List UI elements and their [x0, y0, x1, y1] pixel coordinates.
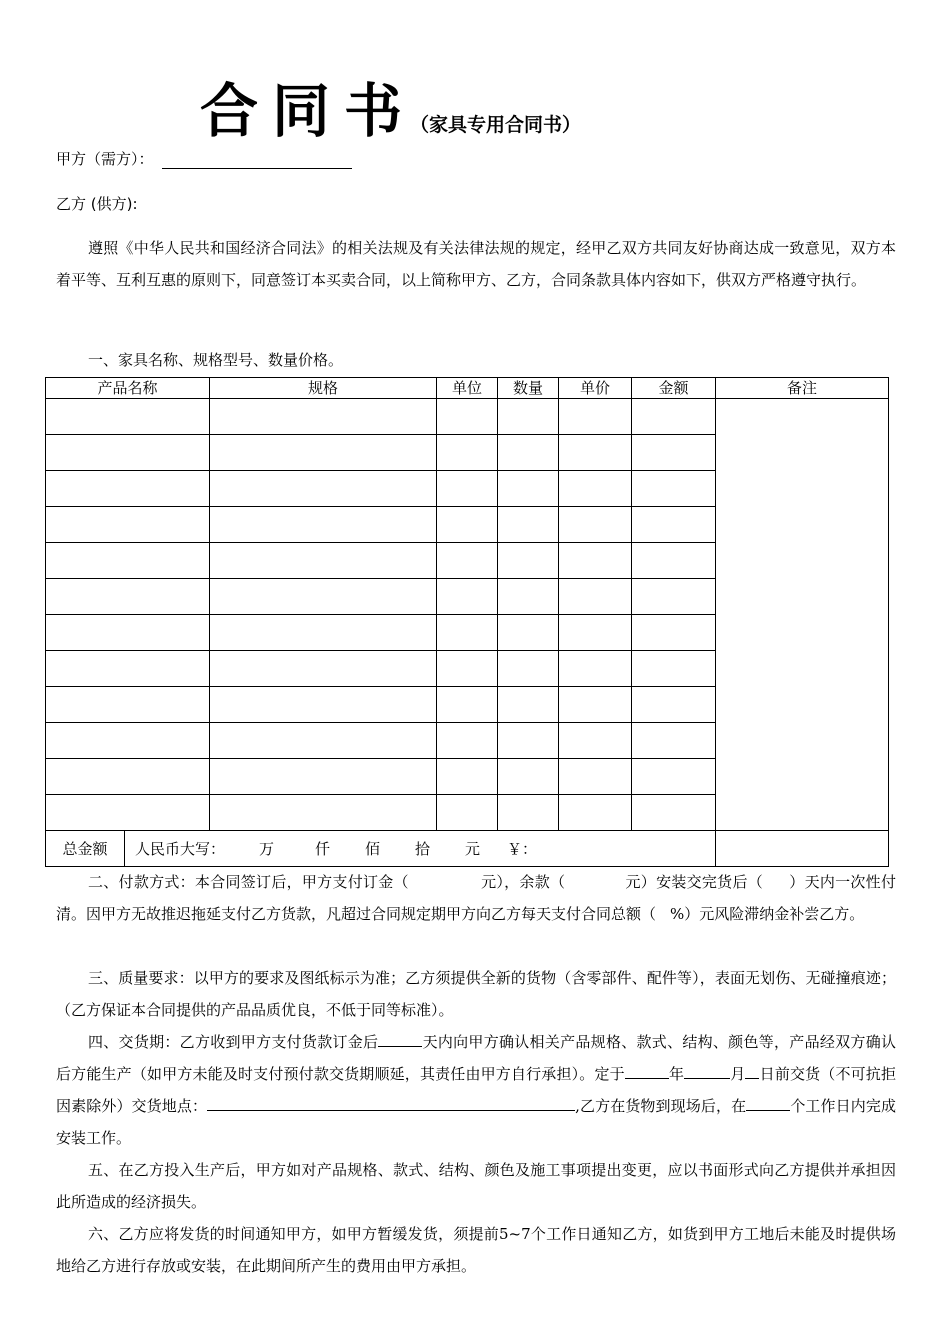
- cell-unit[interactable]: [437, 687, 498, 723]
- cell-unit[interactable]: [437, 399, 498, 435]
- clause-4-delivery: [56, 1026, 896, 1154]
- cell-amount[interactable]: [632, 579, 716, 615]
- cell-unit[interactable]: [437, 471, 498, 507]
- rmb-unit: 元: [465, 840, 481, 858]
- party-a-blank: [162, 152, 352, 169]
- clause-2-text-c: 元）安装交完货后（: [625, 873, 764, 891]
- cell-unit[interactable]: [437, 723, 498, 759]
- clause-5-changes: 五、在乙方投入生产后，甲方如对产品规格、款式、结构、颜色及施工事项提出变更，应以书面形式向乙方提供并承担因此所造成的经济损失。: [56, 1161, 896, 1211]
- total-remark[interactable]: [716, 831, 889, 867]
- cell-unit-price[interactable]: [559, 723, 632, 759]
- cell-spec[interactable]: [210, 471, 437, 507]
- clause-4-text-c: 年: [668, 1065, 685, 1083]
- cell-spec[interactable]: [210, 543, 437, 579]
- total-label: 总金额: [46, 831, 125, 867]
- clause-4-text-g: 个工作日内完成安装工作。: [56, 1097, 896, 1147]
- party-b-line: [56, 193, 138, 214]
- cell-spec[interactable]: [210, 795, 437, 831]
- intro-paragraph: 遵照《中华人民共和国经济合同法》的相关法规及有关法律法规的规定，经甲乙双方共同友好协商达成一致意见，双方本着平等、互利互惠的原则下，同意签订本买卖合同，以上简称甲方、乙方，合同条款具体内容如下，供双方严格遵守执行。: [56, 239, 896, 289]
- cell-product-name[interactable]: [46, 723, 210, 759]
- section-1-heading: 一、家具名称、规格型号、数量价格。: [88, 351, 344, 369]
- header-quantity: 数量: [498, 378, 559, 399]
- cell-unit-price[interactable]: [559, 543, 632, 579]
- rmb-label: 人民币大写：: [135, 840, 226, 858]
- clause-3-quality: 三、质量要求：以甲方的要求及图纸标示为准；乙方须提供全新的货物（含零部件、配件等），表面无划伤、无碰撞痕迹；（乙方保证本合同提供的产品品质优良，不低于同等标准）。: [56, 969, 896, 1019]
- cell-quantity[interactable]: [498, 687, 559, 723]
- cell-amount[interactable]: [632, 435, 716, 471]
- header-amount: 金额: [632, 378, 716, 399]
- cell-remark[interactable]: [716, 399, 889, 831]
- cell-quantity[interactable]: [498, 543, 559, 579]
- cell-quantity[interactable]: [498, 507, 559, 543]
- cell-spec[interactable]: [210, 435, 437, 471]
- cell-quantity[interactable]: [498, 615, 559, 651]
- cell-amount[interactable]: [632, 759, 716, 795]
- cell-product-name[interactable]: [46, 543, 210, 579]
- clause-4-text-e: 日前交货（不可抗拒因素除外）交货地点：: [56, 1065, 896, 1115]
- cell-product-name[interactable]: [46, 759, 210, 795]
- cell-unit[interactable]: [437, 435, 498, 471]
- cell-spec[interactable]: [210, 579, 437, 615]
- cell-product-name[interactable]: [46, 579, 210, 615]
- rmb-unit: 佰: [365, 840, 381, 858]
- header-remark: 备注: [716, 378, 889, 399]
- rmb-unit: 仟: [315, 840, 331, 858]
- cell-unit[interactable]: [437, 615, 498, 651]
- cell-unit-price[interactable]: [559, 435, 632, 471]
- header-unit: 单位: [437, 378, 498, 399]
- cell-unit-price[interactable]: [559, 471, 632, 507]
- cell-quantity[interactable]: [498, 579, 559, 615]
- party-b-label: 乙方 (供方):: [56, 195, 138, 213]
- cell-quantity[interactable]: [498, 435, 559, 471]
- cell-unit-price[interactable]: [559, 615, 632, 651]
- deposit-days-blank: [378, 1032, 422, 1047]
- cell-product-name[interactable]: [46, 471, 210, 507]
- clause-6-shipping: 六、乙方应将发货的时间通知甲方，如甲方暂缓发货，须提前5~7个工作日通知乙方，如货到甲方工地后未能及时提供场地给乙方进行存放或安装，在此期间所产生的费用由甲方承担。: [56, 1225, 896, 1275]
- party-a-label: 甲方（需方）：: [56, 150, 154, 168]
- page-subtitle: （家具专用合同书）: [410, 114, 582, 136]
- cell-unit[interactable]: [437, 759, 498, 795]
- cell-spec[interactable]: [210, 687, 437, 723]
- cell-quantity[interactable]: [498, 651, 559, 687]
- cell-product-name[interactable]: [46, 435, 210, 471]
- title-block: [200, 76, 581, 146]
- goods-table: [45, 377, 889, 867]
- day-blank: [745, 1064, 759, 1079]
- clause-2-text-e: %）元风险滞纳金补尝乙方。: [670, 905, 865, 923]
- cell-amount[interactable]: [632, 795, 716, 831]
- delivery-location-blank: [207, 1096, 575, 1111]
- install-days-blank: [746, 1096, 790, 1111]
- total-row: [46, 831, 889, 867]
- cell-product-name[interactable]: [46, 651, 210, 687]
- cell-spec[interactable]: [210, 723, 437, 759]
- clause-2-text-b: 元），余款（: [480, 873, 566, 891]
- cell-amount[interactable]: [632, 651, 716, 687]
- clause-2-payment: [56, 866, 896, 930]
- cell-amount[interactable]: [632, 507, 716, 543]
- cell-amount[interactable]: [632, 471, 716, 507]
- cell-spec[interactable]: [210, 651, 437, 687]
- cell-unit[interactable]: [437, 507, 498, 543]
- cell-spec[interactable]: [210, 507, 437, 543]
- cell-quantity[interactable]: [498, 795, 559, 831]
- cell-amount[interactable]: [632, 615, 716, 651]
- cell-unit-price[interactable]: [559, 579, 632, 615]
- cell-unit[interactable]: [437, 651, 498, 687]
- rmb-unit: ￥：: [507, 840, 538, 858]
- cell-quantity[interactable]: [498, 759, 559, 795]
- cell-quantity[interactable]: [498, 399, 559, 435]
- clause-4-text-d: 月: [730, 1065, 746, 1083]
- month-blank: [684, 1064, 730, 1079]
- cell-unit[interactable]: [437, 579, 498, 615]
- cell-amount[interactable]: [632, 723, 716, 759]
- clause-4-text-a: 四、交货期：乙方收到甲方支付货款订金后: [88, 1033, 379, 1051]
- cell-unit-price[interactable]: [559, 651, 632, 687]
- cell-product-name[interactable]: [46, 507, 210, 543]
- rmb-unit: 万: [259, 840, 275, 858]
- cell-quantity[interactable]: [498, 723, 559, 759]
- cell-product-name[interactable]: [46, 399, 210, 435]
- cell-product-name[interactable]: [46, 795, 210, 831]
- cell-unit-price[interactable]: [559, 399, 632, 435]
- cell-product-name[interactable]: [46, 687, 210, 723]
- cell-amount[interactable]: [632, 399, 716, 435]
- cell-unit-price[interactable]: [559, 759, 632, 795]
- clause-2-text-a: 二、付款方式：本合同签订后，甲方支付订金（: [88, 873, 409, 891]
- cell-quantity[interactable]: [498, 471, 559, 507]
- header-product-name: 产品名称: [46, 378, 210, 399]
- cell-product-name[interactable]: [46, 615, 210, 651]
- clause-4-text-b: 天内向甲方确认相关产品规格、款式、结构、颜色等，产品经双方确认后方能生产（如甲方未能及时支付预付款交货期顺延，其责任由甲方自行承担）。定于: [56, 1033, 896, 1083]
- clause-2-text-d: ）天内一次性付清。因甲方无故推迟拖延支付乙方货款，凡超过合同规定期甲方向乙方每天支付合同总额（: [56, 873, 896, 923]
- header-unit-price: 单价: [559, 378, 632, 399]
- cell-unit-price[interactable]: [559, 507, 632, 543]
- cell-unit-price[interactable]: [559, 795, 632, 831]
- cell-spec[interactable]: [210, 759, 437, 795]
- total-amount-rmb[interactable]: [125, 831, 716, 867]
- header-spec: 规格: [210, 378, 437, 399]
- year-blank: [625, 1064, 669, 1079]
- cell-unit-price[interactable]: [559, 687, 632, 723]
- rmb-unit: 拾: [415, 840, 431, 858]
- clause-4-text-f: ,乙方在货物到现场后，在: [575, 1097, 747, 1115]
- cell-spec[interactable]: [210, 615, 437, 651]
- party-a-line: [56, 148, 352, 169]
- table-row: [46, 399, 889, 435]
- cell-amount[interactable]: [632, 543, 716, 579]
- table-header-row: [46, 378, 889, 399]
- page-title: 合同书: [200, 77, 417, 145]
- cell-amount[interactable]: [632, 687, 716, 723]
- cell-unit[interactable]: [437, 543, 498, 579]
- cell-unit[interactable]: [437, 795, 498, 831]
- cell-spec[interactable]: [210, 399, 437, 435]
